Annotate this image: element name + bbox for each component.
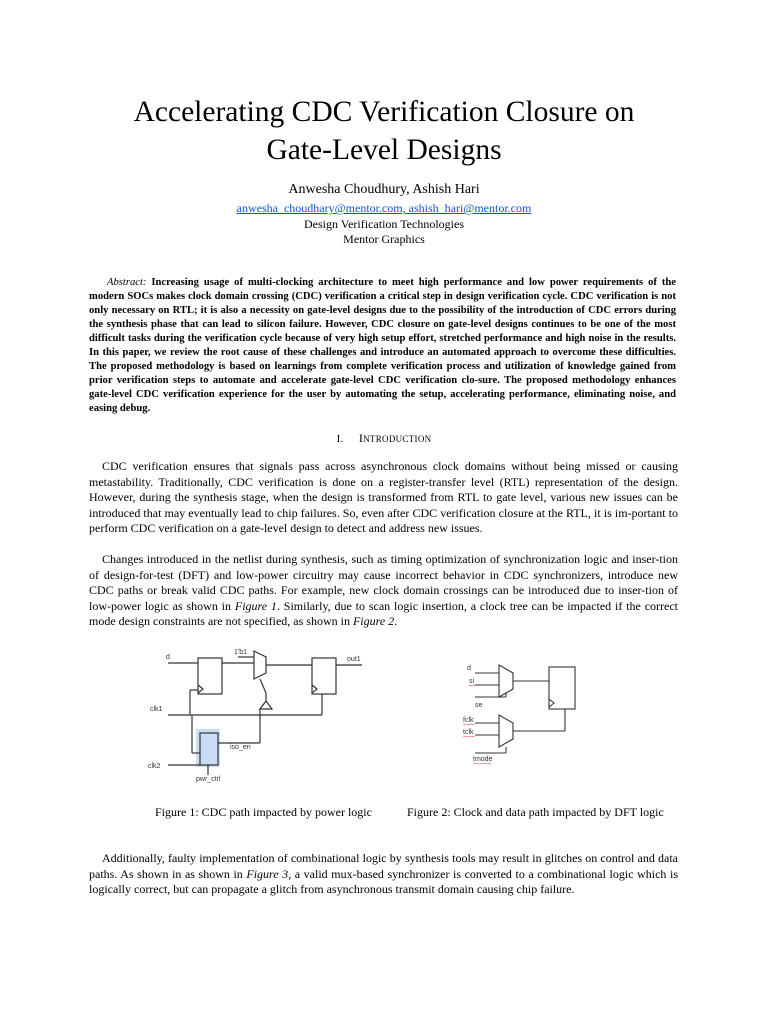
fig2-squiggle-tclk — [463, 736, 475, 737]
author-emails[interactable]: anwesha_choudhary@mentor.com, ashish_hari@mentor.com — [236, 201, 532, 215]
figure-2-reference: Figure 2 — [352, 614, 395, 628]
intro-paragraph-2 — [89, 552, 678, 630]
section-number: I. — [336, 433, 344, 445]
fig2-squiggle-fclk — [463, 724, 475, 725]
department: Design Verification Technologies — [303, 217, 464, 231]
intro-paragraph-1: CDC verification ensures that signals pass across asynchronous clock domains without being missed or causing metastability. Traditionally, CDC verification is done on a register-transfer level (RTL) representation of the design. However, during the synthesis stage, when the design is transformed from RTL to gate level, various new issues can be introduced that may eventually lead to chip failures. So, even after CDC verification closure at the RTL, it is im-portant to perform CDC verification on a gate-level design to detect and address new issues. — [89, 459, 678, 535]
fig1-mux-sel — [260, 679, 266, 693]
fig1-label-d: d — [166, 654, 170, 661]
authors: Anwesha Choudhury, Ashish Hari — [288, 182, 480, 197]
fig2-label-tclk: tclk — [463, 729, 474, 736]
section-title-rest: NTRODUCTION — [363, 434, 432, 444]
para3-text-b: , a valid mux-based synchronizer is converted to a combinational logic which is logically correct, but can propagate a glitch from asynchronous transmit domain causing chip failure. — [89, 866, 678, 896]
figure-1-diagram — [140, 643, 380, 783]
fig1-flop-2-clk — [312, 685, 317, 693]
fig2-label-fclk: fclk — [463, 717, 474, 724]
abstract-label: Abstract: — [107, 277, 147, 288]
figure-2-caption: Figure 2: Clock and data path impacted by DFT logic — [407, 805, 664, 819]
figure-1-svg — [140, 643, 380, 783]
fig1-label-clk1: clk1 — [150, 706, 163, 713]
fig2-label-tmode: tmode — [473, 756, 493, 763]
fig2-mux-1 — [499, 665, 513, 697]
abstract-body: Increasing usage of multi-clocking architecture to meet high performance and low power requirements of the modern SOCs makes clock domain crossing (CDC) verification a critical step in design verification cycle. CDC verification is not only necessary on RTL; it is also a necessity on gate-level designs due to the possibility of the introduction of CDC errors during the synthesis phase that can lead to silicon failure. However, CDC closure on gate-level designs continues to be one of the most difficult tasks during the verification cycle because of very high setup effort, stretched performance and high noise in the results. In this paper, we review the root cause of these challenges and introduce an automated approach to overcome these difficulties. The proposed methodology is based on learnings from complete verification process and utilization of knowledge gained from prior verification steps to automate and accelerate gate-level CDC verification clo-sure. The proposed methodology enhances gate-level CDC verification experience for the user by automating the setup, accelerating performance, eliminating noise, and easing debug. — [89, 277, 676, 414]
figure-1-reference: Figure 1 — [234, 598, 277, 613]
fig2-label-se: se — [475, 702, 483, 709]
fig1-label-out: out1 — [347, 656, 361, 663]
title-line-1: Accelerating CDC Verification Closure on — [133, 96, 635, 128]
fig2-squiggle-tmode — [473, 763, 491, 764]
para2-text-b: . Similarly, due to scan logic insertion, a clock tree can be impacted if the correct mode design constraints are not specified, as shown in — [89, 598, 678, 628]
title-line-2: Gate-Level Designs — [266, 134, 502, 166]
fig1-label-clk2: clk2 — [148, 763, 161, 770]
abstract — [89, 276, 676, 416]
paper-title — [60, 93, 708, 169]
intro-paragraph-3 — [89, 851, 678, 898]
figure-2-svg — [455, 655, 595, 770]
figure-2-diagram — [455, 655, 595, 770]
para2-text-c: . — [394, 614, 398, 628]
fig2-mux-2 — [499, 715, 513, 747]
company: Mentor Graphics — [343, 232, 425, 246]
para3-text-a: Additionally, faulty implementation of combinational logic by synthesis tools may result in glitches on control and data paths. As shown in as shown in — [89, 851, 678, 881]
fig1-mux — [254, 651, 266, 679]
fig2-label-d: d — [467, 665, 471, 672]
section-heading-introduction — [0, 431, 768, 446]
fig1-flop-1-clk — [198, 685, 203, 693]
fig1-label-iso: iso_en — [230, 744, 251, 751]
fig2-label-si: si — [469, 678, 475, 685]
fig2-squiggle-si — [469, 685, 475, 686]
para2-text-a: Changes introduced in the netlist during synthesis, such as timing optimization of synchronization logic and inser-tion of design-for-test (DFT) and low-power circuitry may cause incorrect behavior in CDC synchronizers, introduce new CDC paths or break valid CDC paths. For example, new clock domain crossings can be introduced due to inser-tion of low-power logic as shown in — [89, 552, 678, 613]
figure-1-caption: Figure 1: CDC path impacted by power logic — [155, 805, 372, 819]
fig1-label-pwr: pwr_ctrl — [196, 776, 221, 783]
figure-3-reference: Figure 3 — [246, 866, 289, 881]
section-title-initial: I — [358, 431, 364, 445]
fig1-buffer — [260, 701, 272, 709]
fig1-label-const: 1'b1 — [234, 649, 248, 656]
